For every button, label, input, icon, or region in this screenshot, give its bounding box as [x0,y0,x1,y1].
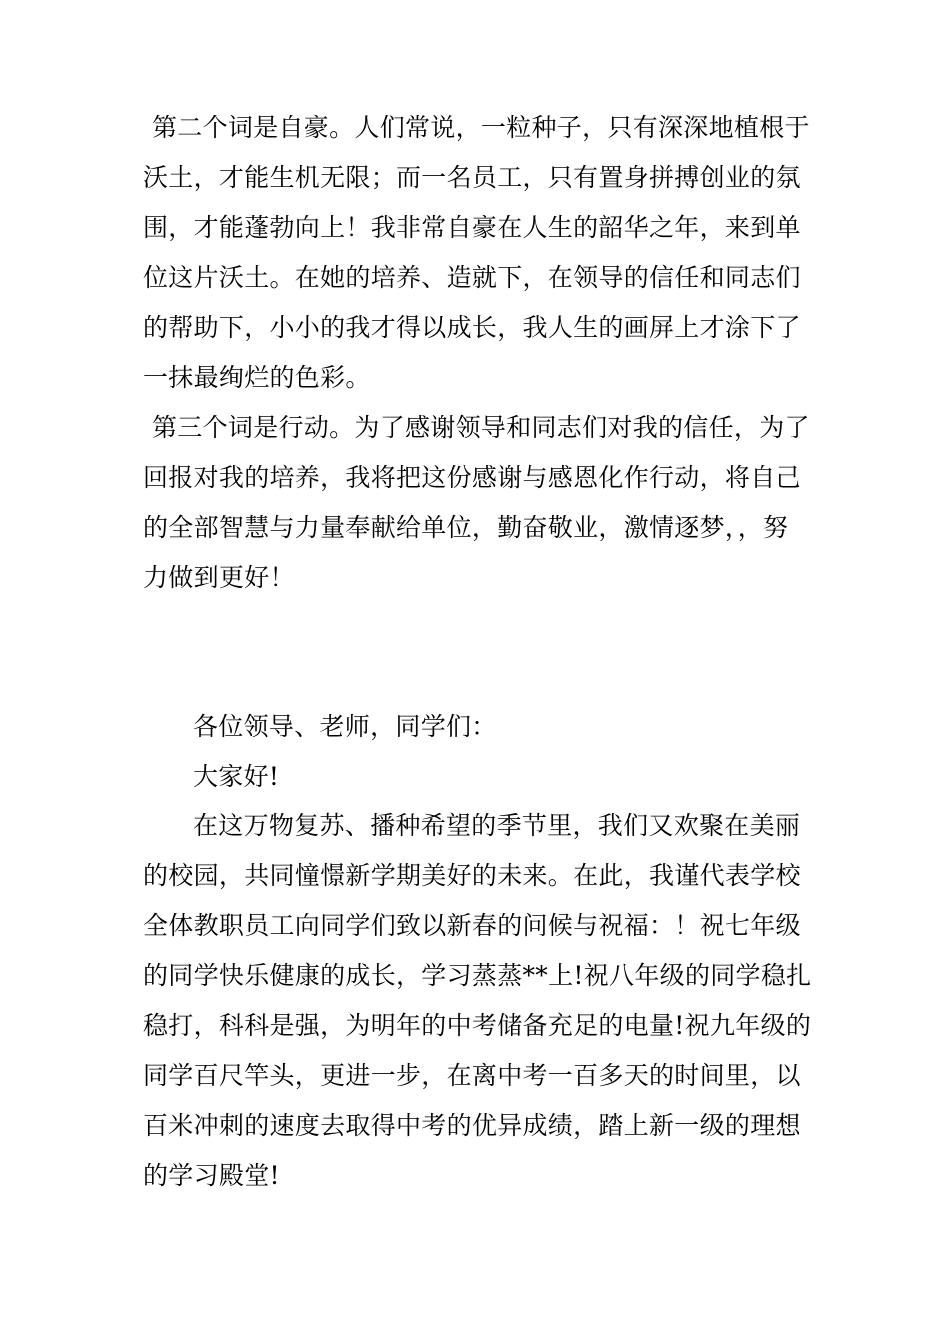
paragraph-line: 回报对我的培养，我将把这份感谢与感恩化作行动，将自己 [143,463,801,492]
paragraph-line: 的帮助下，小小的我才得以成长，我人生的画屏上才涂下了 [143,313,801,342]
paragraph-line: 沃土，才能生机无限；而一名员工，只有置身拼搏创业的氛 [143,163,801,192]
salutation: 各位领导、老师，同学们： [193,712,497,741]
paragraph-line: 的学习殿堂! [143,1161,280,1190]
paragraph-line: 的全部智慧与力量奉献给单位，勤奋敬业，激情逐梦，，努 [143,513,789,542]
paragraph-line: 同学百尺竿头，更进一步，在离中考一百多天的时间里，以 [143,1061,801,1090]
paragraph-line: 的同学快乐健康的成长，学习蒸蒸**上!祝八年级的同学稳扎 [143,961,812,990]
paragraph-line: 一抹最绚烂的色彩。 [143,363,371,392]
paragraph-line: 稳打，科科是强，为明年的中考储备充足的电量!祝九年级的 [143,1011,812,1040]
paragraph-line: 位这片沃土。在她的培养、造就下，在领导的信任和同志们 [143,263,801,292]
paragraph-line: 的校园，共同憧憬新学期美好的未来。在此，我谨代表学校 [143,861,801,890]
paragraph-line: 百米冲刺的速度去取得中考的优异成绩，踏上新一级的理想 [143,1111,801,1140]
paragraph-line: 全体教职员工向同学们致以新春的问候与祝福：！祝七年级 [143,911,801,940]
paragraph-line: 在这万物复苏、播种希望的季节里，我们又欢聚在美丽 [193,811,801,840]
paragraph-line: 力做到更好！ [143,563,295,592]
paragraph-line: 第二个词是自豪。人们常说，一粒种子，只有深深地植根于 [152,113,810,142]
greeting: 大家好! [193,762,280,791]
paragraph-line: 第三个词是行动。为了感谢领导和同志们对我的信任，为了 [152,413,810,442]
paragraph-line: 围，才能蓬勃向上！我非常自豪在人生的韶华之年，来到单 [143,213,801,242]
